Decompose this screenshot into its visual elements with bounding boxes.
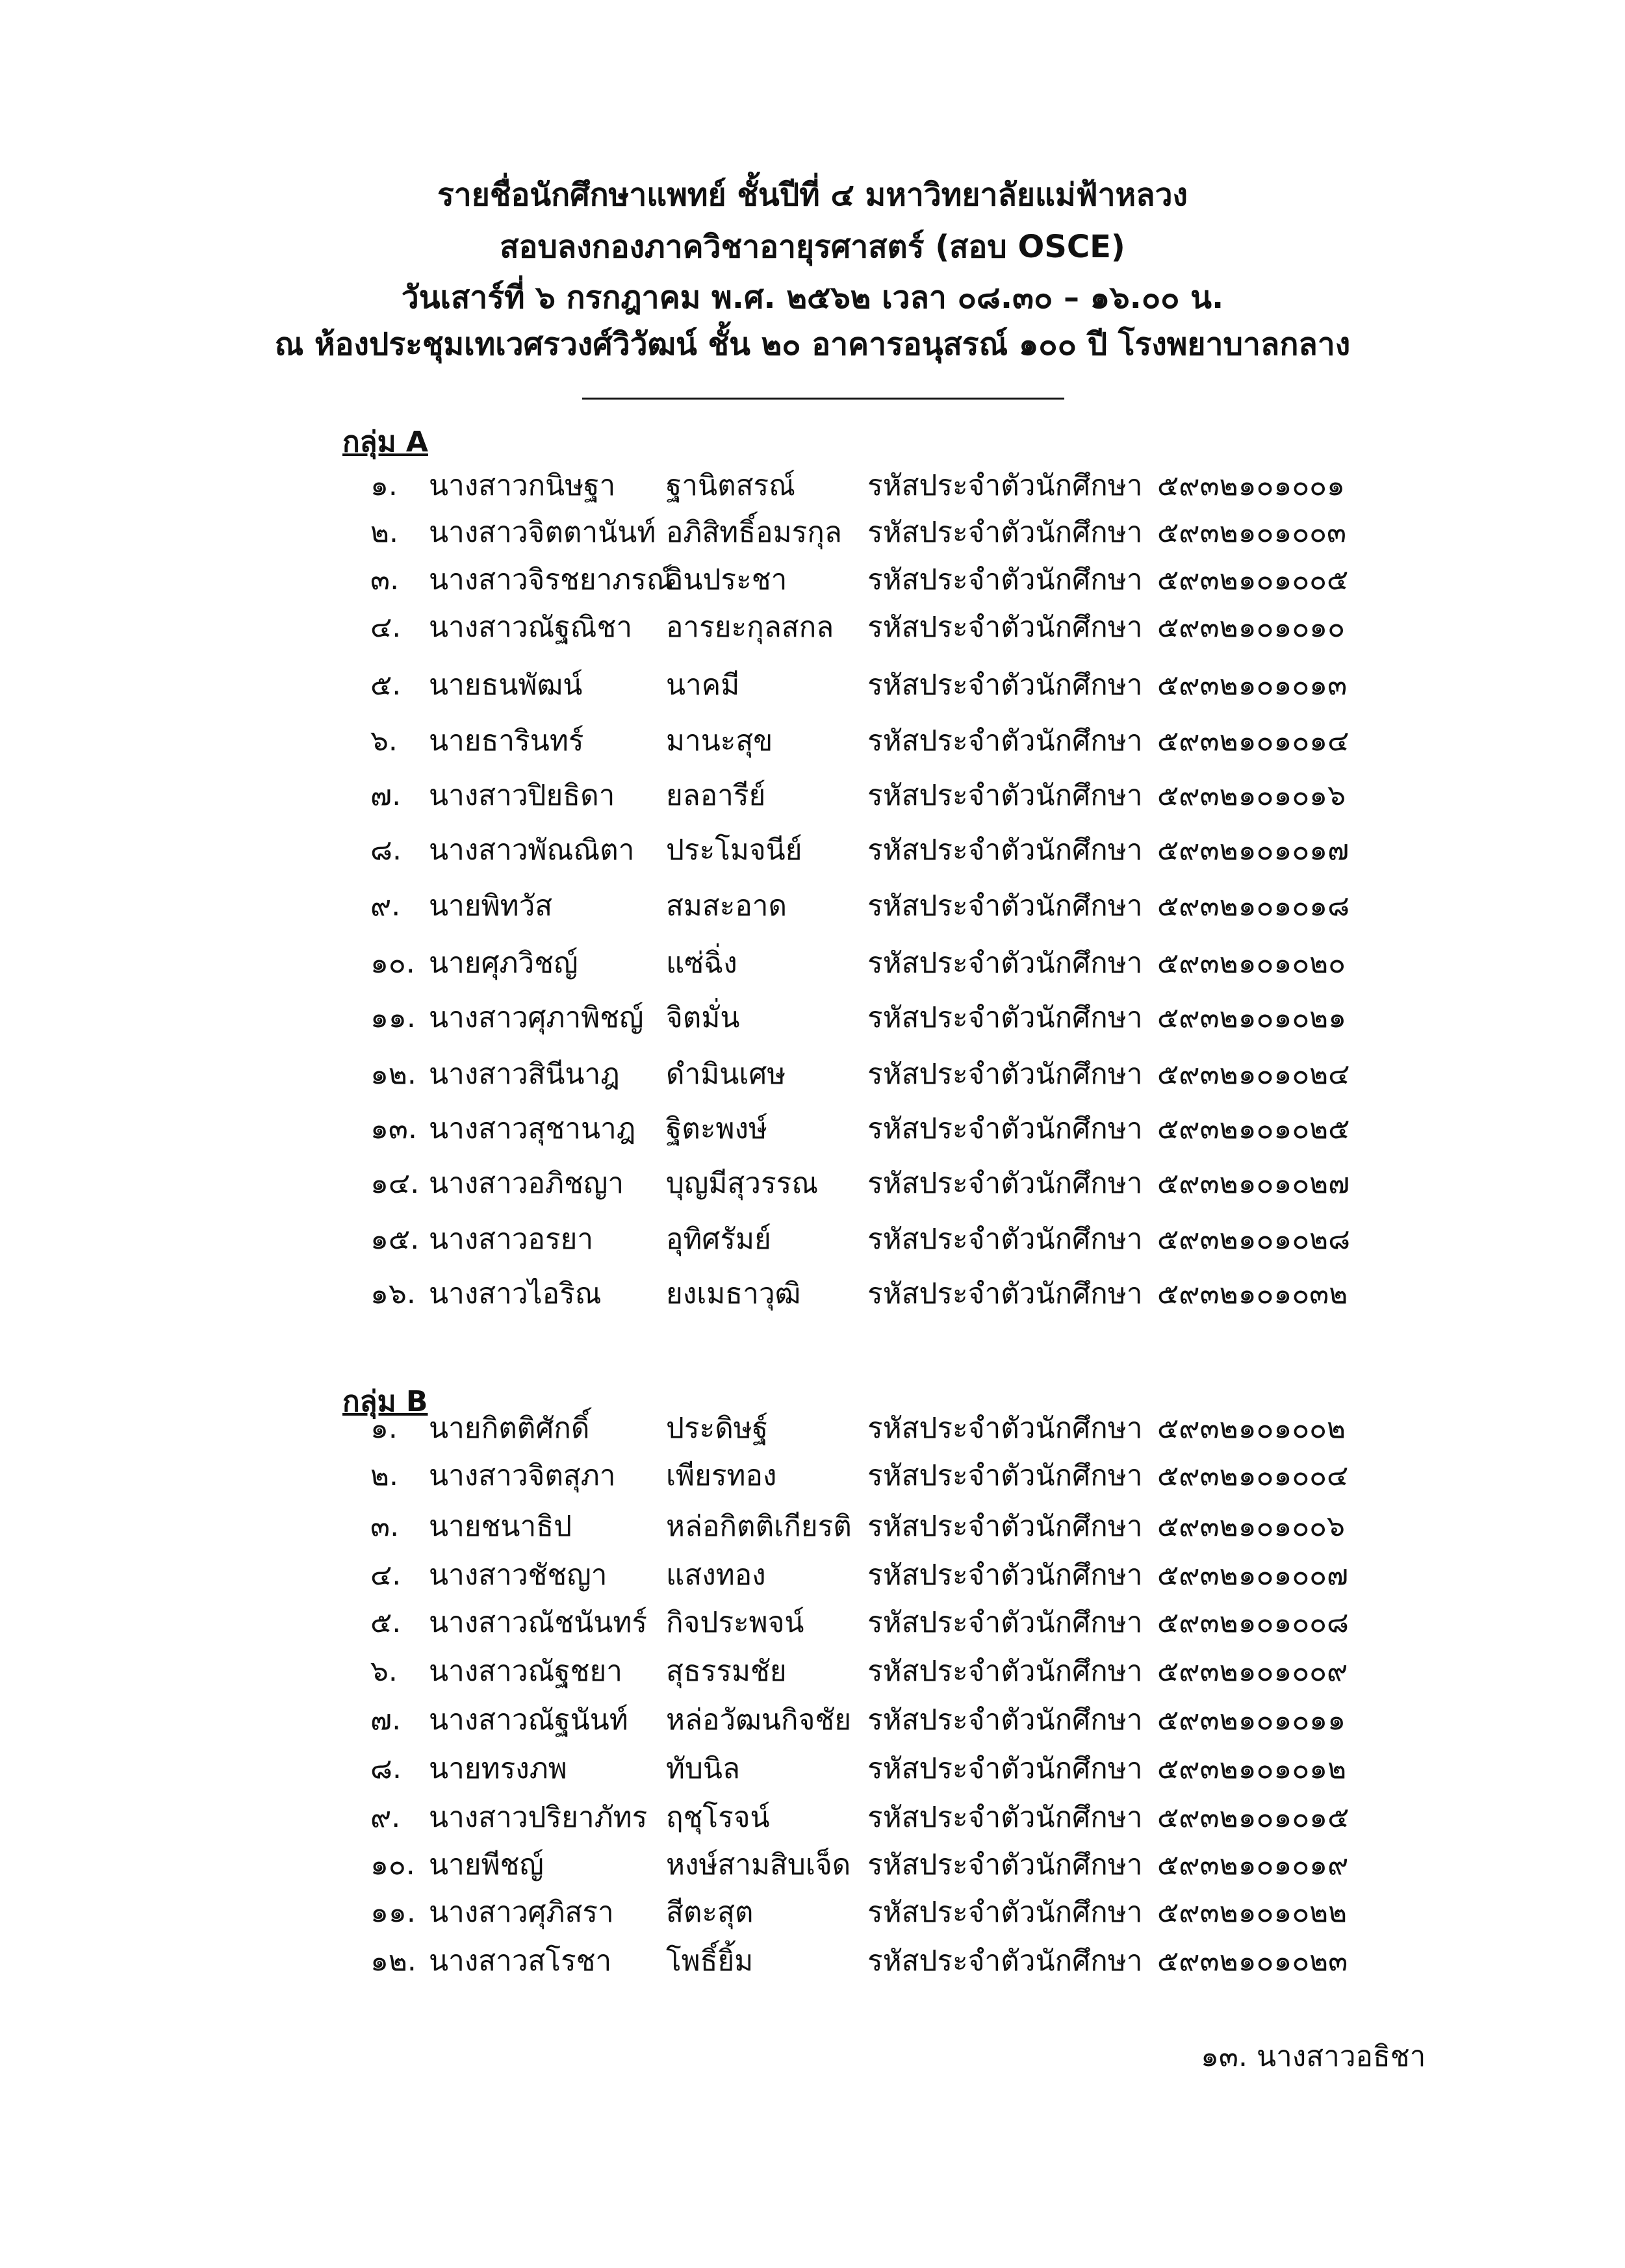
- student-id-label: รหัสประจำตัวนักศึกษา: [867, 1277, 1143, 1310]
- student-surname: อุทิศรัมย์: [666, 1223, 771, 1256]
- student-id: ๕๙๓๒๑๐๑๐๑๕: [1157, 1801, 1350, 1834]
- student-id-label: รหัสประจำตัวนักศึกษา: [867, 779, 1143, 812]
- student-name: นางสาวสุชานาฎ: [429, 1112, 636, 1145]
- student-id-label: รหัสประจำตัวนักศึกษา: [867, 1703, 1143, 1737]
- student-surname: จิตมั่น: [666, 1001, 740, 1034]
- student-id: ๕๙๓๒๑๐๑๐๑๖: [1157, 779, 1346, 812]
- student-no: ๑๔.: [370, 1167, 420, 1200]
- student-name: นายกิตติศักดิ์: [429, 1412, 590, 1445]
- student-id-label: รหัสประจำตัวนักศึกษา: [867, 1058, 1143, 1091]
- student-surname: ยงเมธาวุฒิ: [666, 1277, 801, 1310]
- student-name: นางสาวศุภิสรา: [429, 1896, 614, 1929]
- student-id: ๕๙๓๒๑๐๑๐๑๘: [1157, 889, 1350, 923]
- group-b-heading: กลุ่ม B: [342, 1385, 428, 1418]
- student-name: นางสาวปิยธิดา: [429, 779, 615, 812]
- student-surname: สุธรรมชัย: [666, 1655, 787, 1688]
- student-no: ๑.: [370, 469, 398, 502]
- student-no: ๑๑.: [370, 1001, 416, 1034]
- student-id: ๕๙๓๒๑๐๑๐๐๒: [1157, 1412, 1346, 1445]
- student-surname: เพียรทอง: [666, 1459, 777, 1492]
- student-id: ๕๙๓๒๑๐๑๐๐๓: [1157, 516, 1347, 549]
- student-id-label: รหัสประจำตัวนักศึกษา: [867, 1112, 1143, 1145]
- student-id-label: รหัสประจำตัวนักศึกษา: [867, 563, 1143, 596]
- student-no: ๑๒.: [370, 1944, 416, 1978]
- student-id-label: รหัสประจำตัวนักศึกษา: [867, 1001, 1143, 1034]
- student-no: ๑๐.: [370, 947, 415, 980]
- student-id-label: รหัสประจำตัวนักศึกษา: [867, 1510, 1143, 1543]
- student-name: นางสาวณัฐนันท์: [429, 1703, 628, 1737]
- student-id-label: รหัสประจำตัวนักศึกษา: [867, 1752, 1143, 1785]
- student-surname: กิจประพจน์: [666, 1606, 804, 1639]
- student-id-label: รหัสประจำตัวนักศึกษา: [867, 724, 1143, 758]
- student-id: ๕๙๓๒๑๐๑๐๐๔: [1157, 1459, 1349, 1492]
- student-name: นางสาวพัณณิตา: [429, 834, 635, 867]
- student-name: นางสาวไอริณ: [429, 1277, 602, 1310]
- student-id-label: รหัสประจำตัวนักศึกษา: [867, 1559, 1143, 1592]
- student-name: นายทรงภพ: [429, 1752, 567, 1785]
- student-id: ๕๙๓๒๑๐๑๐๑๓: [1157, 669, 1348, 702]
- student-no: ๕.: [370, 669, 402, 702]
- student-surname: สีตะสุต: [666, 1896, 754, 1929]
- student-no: ๑๐.: [370, 1848, 415, 1881]
- title-line-3: วันเสาร์ที่ ๖ กรกฎาคม พ.ศ. ๒๕๖๒ เวลา ๐๘.๓๐ – ๑๖.๐๐ น.: [401, 279, 1224, 316]
- student-name: นายพิทวัส: [429, 889, 553, 923]
- student-surname: ฤชุโรจน์: [666, 1801, 770, 1834]
- student-no: ๒.: [370, 516, 398, 549]
- student-name: นางสาวสินีนาฎ: [429, 1058, 620, 1091]
- student-id-label: รหัสประจำตัวนักศึกษา: [867, 669, 1143, 702]
- student-no: ๑๓.: [370, 1112, 417, 1145]
- student-id-label: รหัสประจำตัวนักศึกษา: [867, 1944, 1143, 1978]
- student-name: นายธนพัฒน์: [429, 669, 583, 702]
- student-id: ๕๙๓๒๑๐๑๐๓๒: [1157, 1277, 1348, 1310]
- student-surname: ยลอารีย์: [666, 779, 766, 812]
- student-id: ๕๙๓๒๑๐๑๐๐๗: [1157, 1559, 1349, 1592]
- student-id-label: รหัสประจำตัวนักศึกษา: [867, 1223, 1143, 1256]
- student-name: นางสาวชัชญา: [429, 1559, 608, 1592]
- student-id: ๕๙๓๒๑๐๑๐๒๐: [1157, 947, 1346, 980]
- student-id: ๕๙๓๒๑๐๑๐๒๗: [1157, 1167, 1350, 1200]
- student-surname: ฐานิตสรณ์: [666, 469, 795, 502]
- student-no: ๘.: [370, 834, 402, 867]
- student-surname: หงษ์สามสิบเจ็ด: [666, 1848, 851, 1881]
- student-name: นายธารินทร์: [429, 724, 584, 758]
- student-surname: มานะสุข: [666, 724, 773, 758]
- student-no: ๗.: [370, 779, 402, 812]
- student-id: ๕๙๓๒๑๐๑๐๐๑: [1157, 469, 1345, 502]
- student-no: ๑๖.: [370, 1277, 416, 1310]
- student-name: นางสาวจิตสุภา: [429, 1459, 616, 1492]
- student-name: นางสาวกนิษฐา: [429, 469, 616, 502]
- student-name: นายพีชญ์: [429, 1848, 544, 1881]
- student-no: ๖.: [370, 724, 398, 758]
- title-line-4: ณ ห้องประชุมเทเวศรวงศ์วิวัฒน์ ชั้น ๒๐ อาคารอนุสรณ์ ๑๐๐ ปี โรงพยาบาลกลาง: [274, 326, 1351, 363]
- student-id-label: รหัสประจำตัวนักศึกษา: [867, 1459, 1143, 1492]
- student-surname: ประโมจนีย์: [666, 834, 802, 867]
- student-surname: ดำมินเศษ: [666, 1058, 786, 1091]
- student-id: ๕๙๓๒๑๐๑๐๒๕: [1157, 1112, 1350, 1145]
- student-surname: อารยะกุลสกล: [666, 611, 834, 644]
- student-no: ๔.: [370, 611, 402, 644]
- student-id-label: รหัสประจำตัวนักศึกษา: [867, 834, 1143, 867]
- student-id-label: รหัสประจำตัวนักศึกษา: [867, 889, 1143, 923]
- student-surname: อภิสิทธิ์อมรกุล: [666, 516, 842, 549]
- student-surname: ประดิษฐ์: [666, 1412, 769, 1445]
- student-no: ๑๕.: [370, 1223, 420, 1256]
- student-id: ๕๙๓๒๑๐๑๐๒๔: [1157, 1058, 1350, 1091]
- student-id: ๕๙๓๒๑๐๑๐๐๖: [1157, 1510, 1345, 1543]
- title-line-1: รายชื่อนักศึกษาแพทย์ ชั้นปีที่ ๔ มหาวิทยาลัยแม่ฟ้าหลวง: [437, 177, 1188, 213]
- student-id: ๕๙๓๒๑๐๑๐๑๔: [1157, 724, 1350, 758]
- student-no: ๔.: [370, 1559, 402, 1592]
- student-id: ๕๙๓๒๑๐๑๐๑๙: [1157, 1848, 1349, 1881]
- student-id: ๕๙๓๒๑๐๑๐๒๑: [1157, 1001, 1347, 1034]
- student-name: นางสาวปริยาภัทร: [429, 1801, 648, 1834]
- student-surname: แสงทอง: [666, 1559, 766, 1592]
- student-no: ๖.: [370, 1655, 398, 1688]
- student-name: นางสาวอภิชญา: [429, 1167, 624, 1200]
- student-no: ๑.: [370, 1412, 398, 1445]
- student-surname: ฐิตะพงษ์: [666, 1112, 767, 1145]
- student-surname: โพธิ์ยิ้ม: [666, 1944, 754, 1978]
- student-id: ๕๙๓๒๑๐๑๐๒๘: [1157, 1223, 1351, 1256]
- student-no: ๑๑.: [370, 1896, 416, 1929]
- student-no: ๙.: [370, 889, 401, 923]
- student-id-label: รหัสประจำตัวนักศึกษา: [867, 516, 1143, 549]
- student-id: ๕๙๓๒๑๐๑๐๐๕: [1157, 563, 1349, 596]
- student-name: นางสาวจิตตานันท์: [429, 516, 656, 549]
- student-no: ๑๒.: [370, 1058, 416, 1091]
- student-id-label: รหัสประจำตัวนักศึกษา: [867, 469, 1143, 502]
- student-name: นางสาวศุภาพิชญ์: [429, 1001, 644, 1034]
- student-no: ๕.: [370, 1606, 402, 1639]
- student-id-label: รหัสประจำตัวนักศึกษา: [867, 611, 1143, 644]
- divider: [582, 398, 1064, 400]
- student-no: ๗.: [370, 1703, 402, 1737]
- student-no: ๘.: [370, 1752, 402, 1785]
- student-no: ๓.: [370, 563, 400, 596]
- student-id: ๕๙๓๒๑๐๑๐๒๓: [1157, 1944, 1348, 1978]
- student-id: ๕๙๓๒๑๐๑๐๒๒: [1157, 1896, 1348, 1929]
- student-id: ๕๙๓๒๑๐๑๐๑๗: [1157, 834, 1350, 867]
- student-id-label: รหัสประจำตัวนักศึกษา: [867, 1848, 1143, 1881]
- student-id: ๕๙๓๒๑๐๑๐๑๑: [1157, 1703, 1346, 1737]
- student-surname: ทับนิล: [666, 1752, 740, 1785]
- student-id-label: รหัสประจำตัวนักศึกษา: [867, 1896, 1143, 1929]
- student-no: ๒.: [370, 1459, 398, 1492]
- student-surname: แซ่ฉิ่ง: [666, 947, 737, 980]
- student-id-label: รหัสประจำตัวนักศึกษา: [867, 1606, 1143, 1639]
- group-a-heading: กลุ่ม A: [342, 426, 428, 459]
- student-id: ๕๙๓๒๑๐๑๐๑๒: [1157, 1752, 1347, 1785]
- student-name: นางสาวจิรชยาภรณ์: [429, 563, 673, 596]
- student-no: ๙.: [370, 1801, 401, 1834]
- student-id: ๕๙๓๒๑๐๑๐๐๙: [1157, 1655, 1348, 1688]
- student-id-label: รหัสประจำตัวนักศึกษา: [867, 1801, 1143, 1834]
- student-id-label: รหัสประจำตัวนักศึกษา: [867, 947, 1143, 980]
- student-surname: หล่อวัฒนกิจชัย: [666, 1703, 851, 1737]
- student-id: ๕๙๓๒๑๐๑๐๑๐: [1157, 611, 1345, 644]
- student-surname: หล่อกิตติเกียรติ: [666, 1510, 852, 1543]
- student-name: นางสาวณัฐชยา: [429, 1655, 622, 1688]
- student-name: นายชนาธิป: [429, 1510, 572, 1543]
- student-name: นางสาวสโรชา: [429, 1944, 612, 1978]
- student-id-label: รหัสประจำตัวนักศึกษา: [867, 1655, 1143, 1688]
- title-line-2: สอบลงกองภาควิชาอายุรศาสตร์ (สอบ OSCE): [500, 229, 1125, 265]
- student-id-label: รหัสประจำตัวนักศึกษา: [867, 1167, 1143, 1200]
- student-surname: อินประชา: [666, 563, 787, 596]
- student-name: นางสาวอรยา: [429, 1223, 594, 1256]
- student-surname: บุญมีสุวรรณ: [666, 1167, 819, 1200]
- student-surname: นาคมี: [666, 669, 740, 702]
- student-id: ๕๙๓๒๑๐๑๐๐๘: [1157, 1606, 1349, 1639]
- student-surname: สมสะอาด: [666, 889, 787, 923]
- student-no: ๓.: [370, 1510, 400, 1543]
- student-name: นางสาวณัฐณิชา: [429, 611, 633, 644]
- continued-note: ๑๓. นางสาวอธิชา: [1201, 2040, 1426, 2073]
- student-id-label: รหัสประจำตัวนักศึกษา: [867, 1412, 1143, 1445]
- student-name: นายศุภวิชญ์: [429, 947, 578, 980]
- student-name: นางสาวณัชนันทร์: [429, 1606, 648, 1639]
